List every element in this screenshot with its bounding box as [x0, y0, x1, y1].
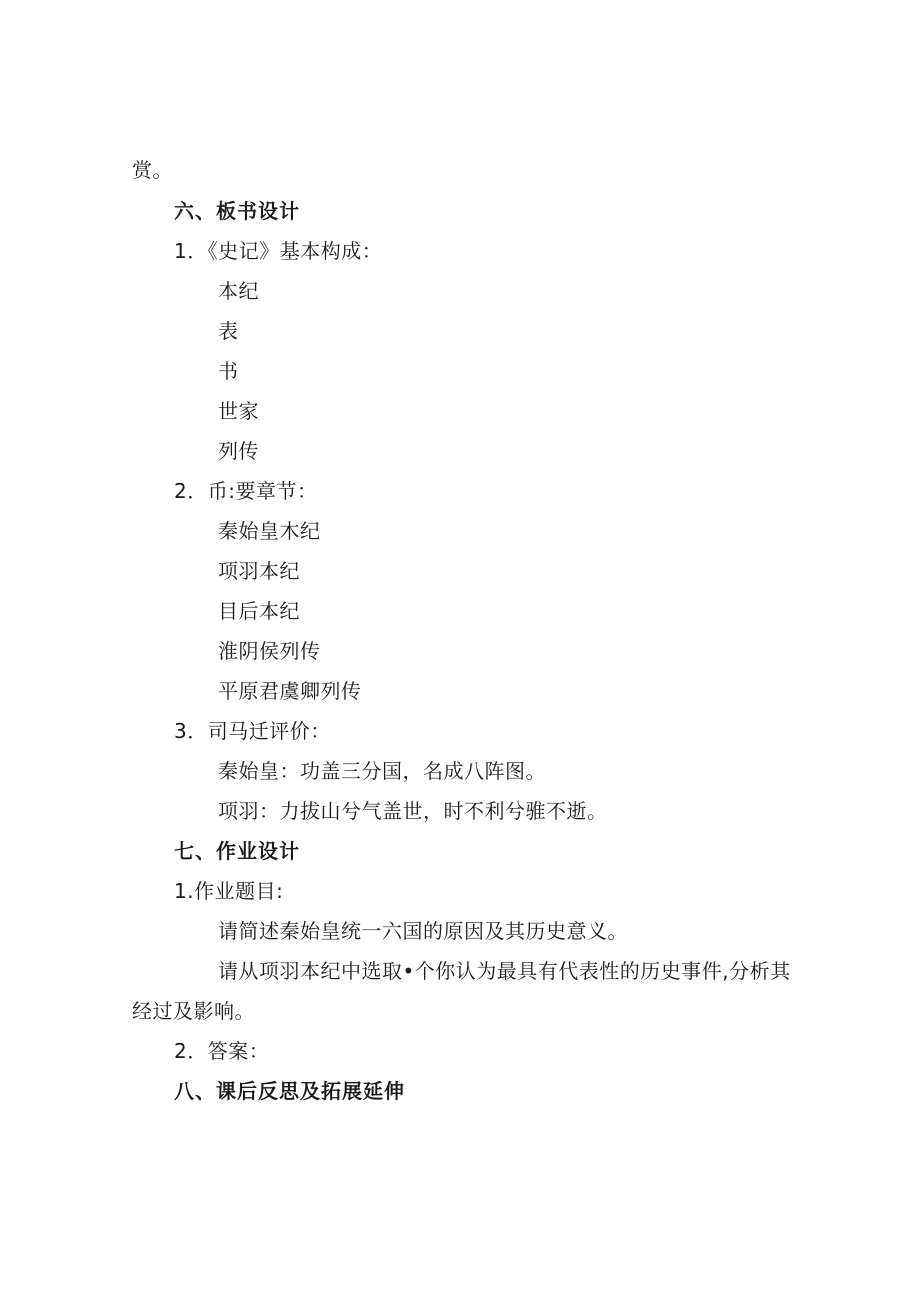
list-subitem: 秦始皇木纪 [218, 519, 321, 543]
list-subitem: 平原君虞卿列传 [218, 679, 362, 703]
paragraph-line: 经过及影响。 [132, 999, 255, 1023]
section-heading: 七、作业设计 [174, 839, 300, 863]
list-item: 3．司马迁评价： [174, 719, 331, 743]
list-subitem: 世家 [218, 399, 259, 423]
list-subitem: 表 [218, 319, 239, 343]
section-heading: 六、板书设计 [174, 199, 300, 223]
list-subitem: 项羽：力拔山兮气盖世，时不利兮骓不逝。 [218, 799, 608, 823]
list-item: 1.作业题目: [174, 879, 284, 903]
text-line: 赏。 [132, 158, 173, 182]
list-subitem: 淮阴侯列传 [218, 639, 321, 663]
list-item: 1．《史记》基本构成： [174, 239, 383, 263]
section-heading: 八、课后反思及拓展延伸 [174, 1079, 405, 1103]
list-subitem: 目后本纪 [218, 599, 300, 623]
paragraph-line: 请从项羽本纪中选取•个你认为最具有代表性的历史事件,分析其 [218, 959, 791, 983]
list-subitem: 本纪 [218, 279, 259, 303]
list-subitem: 列传 [218, 439, 259, 463]
list-item: 2．答案： [174, 1039, 270, 1063]
list-item: 2．币:要章节： [174, 479, 318, 503]
list-subitem: 项羽本纪 [218, 559, 300, 583]
list-subitem: 书 [218, 359, 239, 383]
paragraph-line: 请简述秦始皇统一六国的原因及其历史意义。 [218, 919, 628, 943]
list-subitem: 秦始皇：功盖三分国，名成八阵图。 [218, 759, 546, 783]
